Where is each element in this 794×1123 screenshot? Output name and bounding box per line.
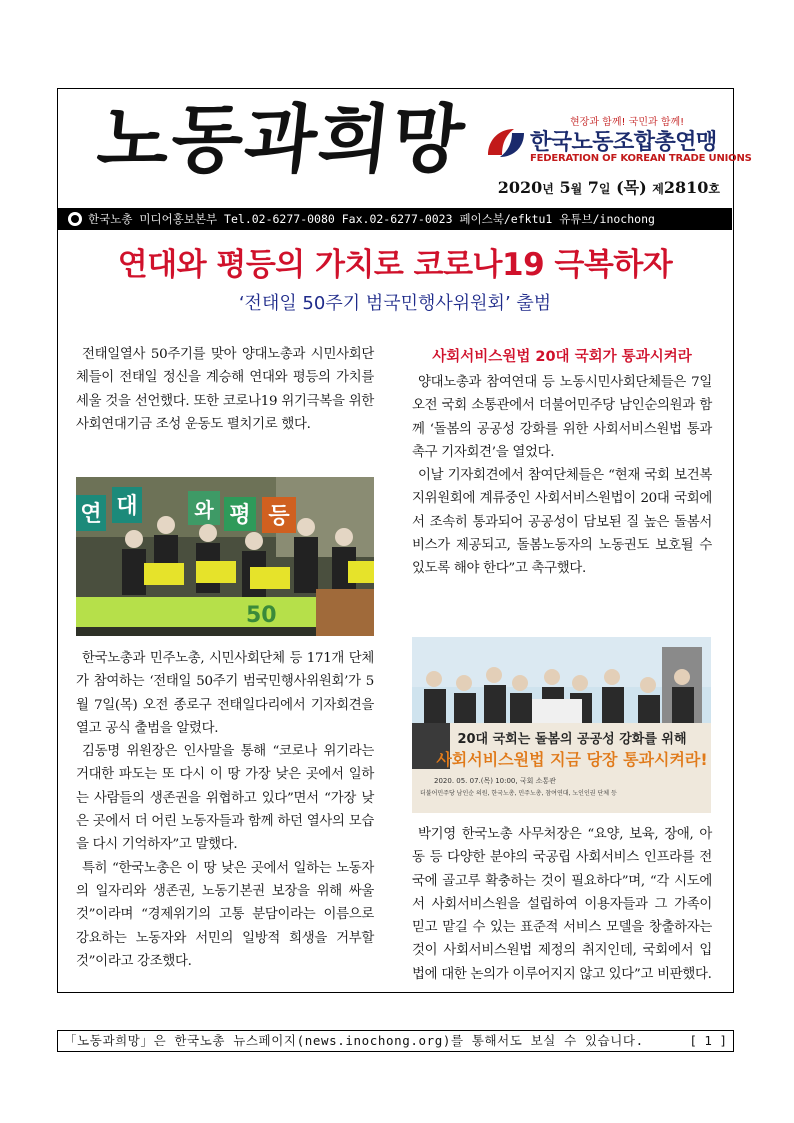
issue-day: 7 [587, 178, 599, 197]
article-paragraph: 김동명 위원장은 인사말을 통해 “코로나 위기라는 거대한 파도는 또 다시 이 땅 가장 낮은 곳에서 일하는 사람들의 생존권을 위협하고 있다”면서 “가장 낮은 곳에서 더 어린 노동자들과 함께 하던 열사의 모습을 다시 기억하자”고 말했다. [76, 744, 374, 853]
photo-sign-char: 연 [80, 502, 102, 527]
org-name-english: FEDERATION OF KOREAN TRADE UNIONS [530, 153, 752, 164]
main-headline: 연대와 평등의 가치로 코로나19 극복하자 [117, 247, 673, 283]
photo-sign-char: 와 [194, 498, 214, 522]
contact-info-text: 한국노총 미디어홍보본부 Tel.02-6277-0080 Fax.02-6277-0023 페이스북/efktu1 유튜브/inochong [88, 212, 655, 226]
photo-banner-number: 50 [246, 603, 277, 628]
left-article-photo [76, 477, 374, 636]
right-article-heading: 사회서비스원법 20대 국회가 통과시켜라 [432, 349, 692, 365]
org-slogan: 현장과 함께! 국민과 함께! [570, 117, 685, 128]
photo-banner-date: 2020. 05. 07.(목) 10:00, 국회 소통관 [434, 777, 556, 785]
issue-month: 5 [559, 178, 571, 197]
bullet-circle-icon [68, 212, 82, 226]
left-article-intro [76, 343, 374, 436]
right-article-photo [412, 637, 711, 813]
photo-banner-line1: 20대 국회는 돌봄의 공공성 강화를 위해 [457, 732, 687, 747]
article-paragraph: 박기영 한국노총 사무처장은 “요양, 보육, 장애, 아동 등 다양한 분야의 국공립 사회서비스 인프라를 전국에 골고루 확충하는 것이 필요하다”며, “각 시도에서 사회서비스원을 설립하여 이용자들과 그 가족이 믿고 맡길 수 있는 표준적 서비스 모델을 창출하자는 것이 사회서비스원법 제정의 취지인데, 국회에서 입법에 대한 논의가 이루어지지 않고 있다”고 비판했다. [412, 827, 712, 982]
photo-banner-orgs: 더불어민주당 남인순 의원, 한국노총, 민주노총, 참여연대, 노인인권 단체 등 [420, 790, 617, 797]
photo-sign-char: 등 [268, 504, 290, 529]
right-article-bottom [412, 823, 712, 986]
newsletter-title: 노동과희망 [93, 97, 470, 183]
sub-headline: ‘전태일 50주기 범국민행사위원회’ 출범 [238, 293, 552, 314]
article-paragraph: 이날 기자회견에서 참여단체들은 “현재 국회 보건복지위원회에 계류중인 사회서비스원법이 20대 국회에서 조속히 통과되어 공공성이 담보된 질 높은 돌봄서비스가 제공되고, 돌봄노동자의 노동권도 보호될 수 있도록 해야 한다”고 촉구했다. [412, 468, 712, 577]
masthead [58, 89, 752, 207]
fktu-logo [478, 109, 752, 169]
footer-bar [57, 1030, 734, 1052]
right-article-top [412, 371, 712, 581]
contact-info-bar [58, 208, 732, 230]
page-number: [ 1 ] [689, 1033, 727, 1048]
article-paragraph: 특히 “한국노총은 이 땅 낮은 곳에서 일하는 노동자의 일자리와 생존권, 노동기본권 보장을 위해 싸울 것”이라며 “경제위기의 고통 분담이라는 이름으로 강요하는 노동자와 서민의 일방적 희생을 거부할 것”이라고 강조했다. [76, 860, 374, 969]
article-paragraph: 전태일열사 50주기를 맞아 양대노총과 시민사회단체들이 전태일 정신을 계승해 연대와 평등의 가치를 세울 것을 선언했다. 또한 코로나19 위기극복을 위한 사회연대기금 조성 운동도 펼치기로 했다. [76, 347, 374, 432]
article-paragraph: 양대노총과 참여연대 등 노동시민사회단체들은 7일 오전 국회 소통관에서 더불어민주당 남인순의원과 함께 ‘돌봄의 공공성 강화를 위한 사회서비스원법 통과 촉구 기자회견’을 열었다. [412, 375, 712, 460]
left-article-body [76, 647, 374, 973]
fktu-emblem-icon [484, 125, 528, 161]
issue-info: 2020년 5월 7일 (목) 제2810호 [497, 178, 720, 197]
org-name: 한국노동조합총연맹 [530, 130, 717, 155]
article-paragraph: 한국노총과 민주노총, 시민사회단체 등 171개 단체가 참여하는 ‘전태일 50주기 범국민행사위원회’가 5월 7일(목) 오전 종로구 전태일다리에서 기자회견을 열고 공식 출범을 알렸다. [76, 651, 374, 736]
photo-sign-char: 대 [116, 494, 138, 519]
photo-sign-char: 평 [229, 503, 251, 528]
issue-weekday: (목) [616, 178, 647, 197]
footer-text: 「노동과희망」은 한국노총 뉴스페이지(news.inochong.org)를 통해서도 보실 수 있습니다. [64, 1033, 644, 1048]
newsletter-page [57, 88, 752, 993]
issue-year: 2020 [497, 178, 543, 197]
issue-number: 2810 [663, 178, 709, 197]
photo-banner-line2: 사회서비스원법 지금 당장 통과시켜라! [436, 750, 708, 769]
